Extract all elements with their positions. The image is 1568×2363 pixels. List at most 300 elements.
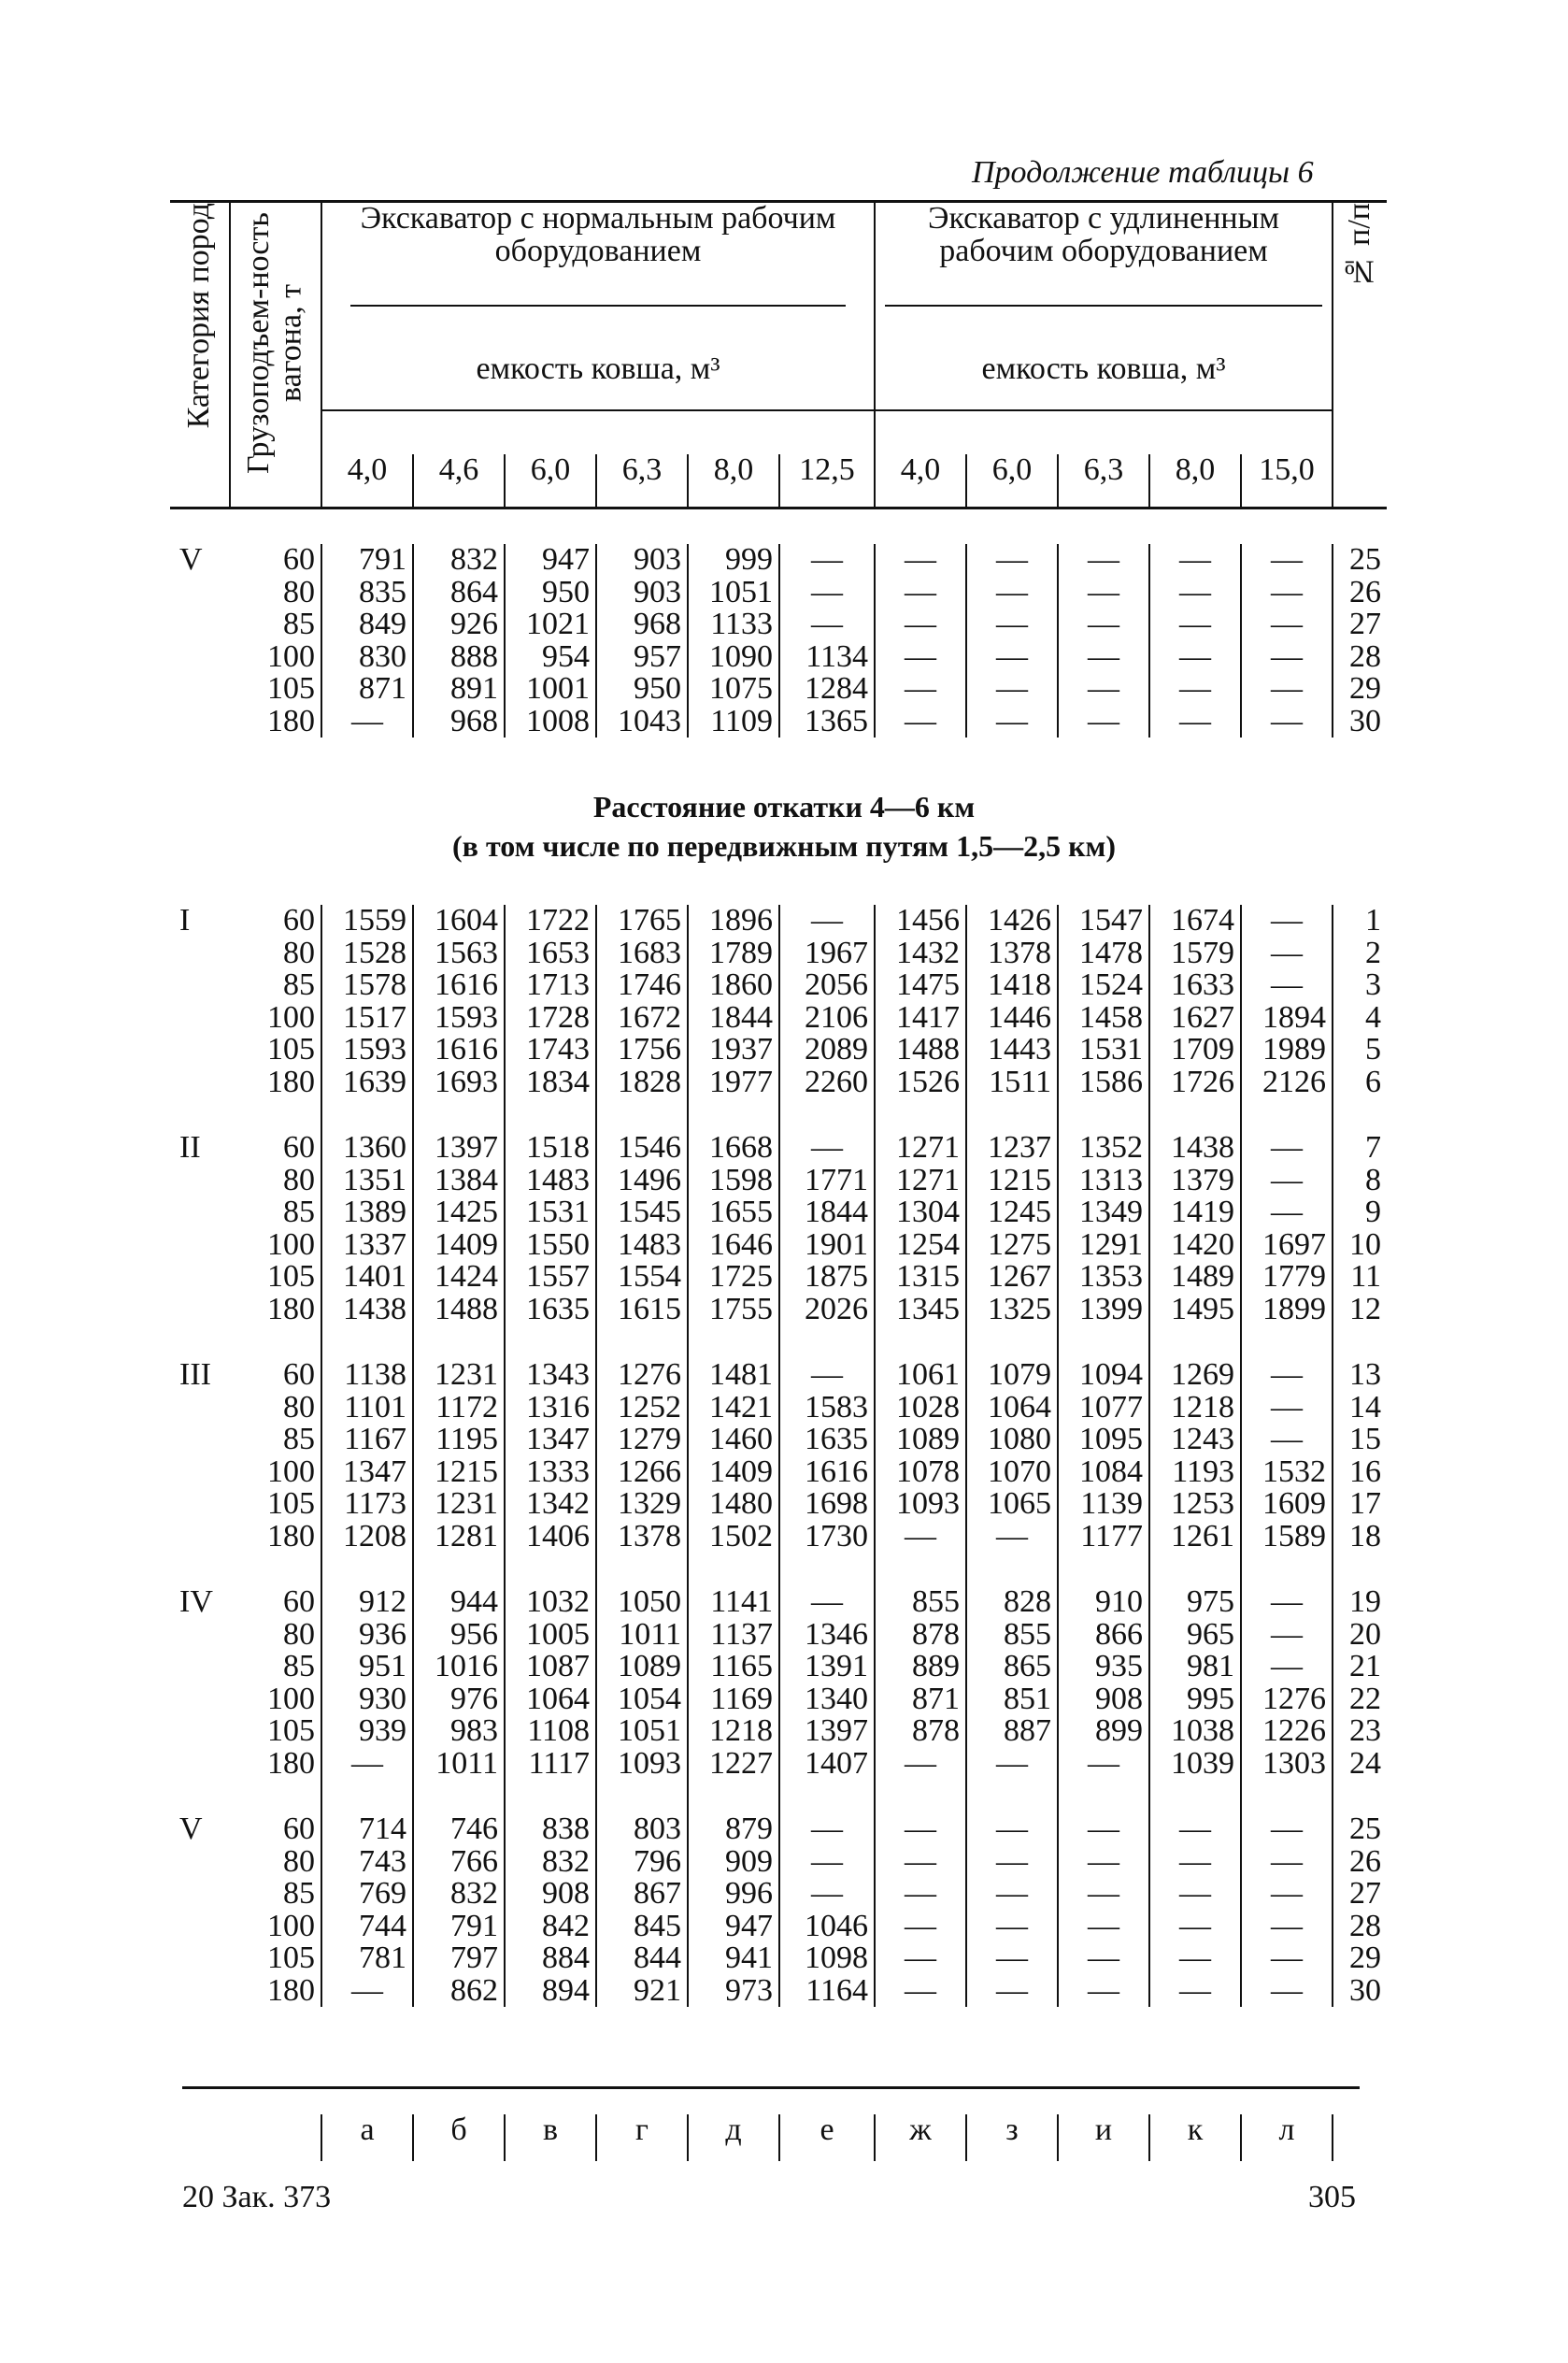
value-cell: 842 [505, 1911, 596, 1943]
value-cell: 1032 [505, 1586, 596, 1619]
value-cell: 1054 [596, 1683, 688, 1716]
value-cell: 746 [413, 1813, 505, 1846]
value-cell: — [779, 1359, 875, 1392]
value-cell: — [1241, 1942, 1333, 1975]
value-cell: 1860 [688, 969, 779, 1002]
value-cell: 1215 [413, 1456, 505, 1489]
value-cell: 1137 [688, 1619, 779, 1652]
capacity-cell: 105 [230, 1942, 321, 1975]
value-cell: 1089 [875, 1424, 966, 1456]
value-cell: 1559 [321, 905, 413, 938]
value-cell: 1420 [1149, 1229, 1241, 1262]
capacity-cell: 180 [230, 1067, 321, 1099]
bucket-normal-5: 12,5 [779, 454, 875, 508]
column-letter: л [1241, 2114, 1333, 2161]
value-cell: — [875, 1748, 966, 1781]
value-cell: — [966, 609, 1058, 641]
value-cell: 1252 [596, 1392, 688, 1425]
value-cell: 983 [413, 1715, 505, 1748]
row-number-cell: 18 [1349, 1518, 1381, 1554]
table-row [170, 1034, 1387, 1067]
value-cell: — [1241, 1359, 1333, 1392]
value-cell: 1271 [875, 1132, 966, 1165]
value-cell: 1349 [1058, 1196, 1149, 1229]
category-cell [170, 1456, 230, 1489]
value-cell: — [1149, 1975, 1241, 2008]
value-cell: — [1149, 706, 1241, 738]
value-cell: 1646 [688, 1229, 779, 1262]
table-row [170, 1488, 1387, 1521]
column-letter: д [688, 2114, 779, 2161]
value-cell: 1333 [505, 1456, 596, 1489]
value-cell: 888 [413, 641, 505, 674]
value-cell: — [1149, 577, 1241, 609]
table-row [170, 641, 1387, 674]
value-cell: 1635 [779, 1424, 875, 1456]
section-subtitle: (в том числе по передвижным путям 1,5—2,5 км) [452, 829, 1116, 863]
category-cell: V [179, 1812, 203, 1846]
category-cell [170, 1748, 230, 1781]
value-cell: 1844 [688, 1002, 779, 1035]
value-cell: 871 [321, 673, 413, 706]
header-bucket-normal: емкость ковша, м³ [321, 344, 875, 454]
value-cell: — [1241, 577, 1333, 609]
table-row [170, 1715, 1387, 1748]
value-cell: 975 [1149, 1586, 1241, 1619]
value-cell: 1627 [1149, 1002, 1241, 1035]
bucket-normal-1: 4,6 [413, 454, 505, 508]
value-cell: 1167 [321, 1424, 413, 1456]
value-cell: 947 [688, 1911, 779, 1943]
value-cell: 1254 [875, 1229, 966, 1262]
value-cell: 1489 [1149, 1261, 1241, 1294]
value-cell: 1226 [1241, 1715, 1333, 1748]
value-cell: 879 [688, 1813, 779, 1846]
category-cell: II [179, 1130, 201, 1165]
value-cell: — [1241, 1586, 1333, 1619]
capacity-cell: 80 [230, 938, 321, 970]
value-cell: — [1241, 544, 1333, 577]
value-cell: — [966, 1942, 1058, 1975]
category-cell [170, 1261, 230, 1294]
value-cell: 1583 [779, 1392, 875, 1425]
value-cell: 1545 [596, 1196, 688, 1229]
value-cell: — [875, 1878, 966, 1911]
value-cell: — [779, 1813, 875, 1846]
value-cell: 912 [321, 1586, 413, 1619]
value-cell: 2056 [779, 969, 875, 1002]
value-cell: — [966, 706, 1058, 738]
row-number-cell: 25 [1349, 1812, 1381, 1846]
capacity-cell: 180 [230, 1975, 321, 2008]
value-cell: 903 [596, 544, 688, 577]
value-cell: 1531 [505, 1196, 596, 1229]
category-cell: IV [179, 1584, 213, 1619]
value-cell: 1771 [779, 1165, 875, 1197]
row-number-cell: 21 [1349, 1649, 1381, 1683]
value-cell: 976 [413, 1683, 505, 1716]
value-cell: 950 [596, 673, 688, 706]
value-cell: — [779, 577, 875, 609]
value-cell: 1365 [779, 706, 875, 738]
value-cell: 1409 [688, 1456, 779, 1489]
category-cell [170, 1488, 230, 1521]
value-cell: 1616 [779, 1456, 875, 1489]
value-cell: 899 [1058, 1715, 1149, 1748]
value-cell: 1443 [966, 1034, 1058, 1067]
value-cell: 1546 [596, 1132, 688, 1165]
value-cell: 1080 [966, 1424, 1058, 1456]
value-cell: 1579 [1149, 938, 1241, 970]
category-cell [170, 1619, 230, 1652]
value-cell: 1550 [505, 1229, 596, 1262]
value-cell: 830 [321, 641, 413, 674]
value-cell: — [1149, 1813, 1241, 1846]
column-letter: е [779, 2114, 875, 2161]
value-cell: 1064 [966, 1392, 1058, 1425]
value-cell: — [966, 1521, 1058, 1554]
value-cell: — [966, 1911, 1058, 1943]
capacity-cell: 85 [230, 1878, 321, 1911]
value-cell: — [1058, 544, 1149, 577]
table-row [170, 1392, 1387, 1425]
value-cell: 908 [505, 1878, 596, 1911]
value-cell: 939 [321, 1715, 413, 1748]
value-cell: 1046 [779, 1911, 875, 1943]
column-letter: в [505, 2114, 596, 2161]
value-cell: — [1241, 673, 1333, 706]
value-cell: 1713 [505, 969, 596, 1002]
value-cell: 1050 [596, 1586, 688, 1619]
capacity-cell: 100 [230, 641, 321, 674]
value-cell: 1061 [875, 1359, 966, 1392]
table-row [170, 1132, 1387, 1165]
value-cell: 1668 [688, 1132, 779, 1165]
value-cell: 1755 [688, 1294, 779, 1326]
value-cell: — [1241, 641, 1333, 674]
category-cell [170, 577, 230, 609]
value-cell: — [875, 1521, 966, 1554]
value-cell: — [779, 544, 875, 577]
value-cell: 1313 [1058, 1165, 1149, 1197]
value-cell: 1089 [596, 1651, 688, 1683]
value-cell: 766 [413, 1846, 505, 1879]
value-cell: 935 [1058, 1651, 1149, 1683]
value-cell: 1578 [321, 969, 413, 1002]
value-cell: 1478 [1058, 938, 1149, 970]
value-cell: 936 [321, 1619, 413, 1652]
category-cell [170, 1424, 230, 1456]
table-row [170, 1521, 1387, 1554]
value-cell: 884 [505, 1942, 596, 1975]
value-cell: 1064 [505, 1683, 596, 1716]
value-cell: 1266 [596, 1456, 688, 1489]
value-cell: 1077 [1058, 1392, 1149, 1425]
value-cell: 855 [875, 1586, 966, 1619]
value-cell: 865 [966, 1651, 1058, 1683]
row-number-cell: 19 [1349, 1584, 1381, 1619]
row-number-cell: 29 [1349, 671, 1381, 706]
value-cell: 996 [688, 1878, 779, 1911]
value-cell: 1342 [505, 1488, 596, 1521]
value-cell: — [966, 641, 1058, 674]
value-cell: 1353 [1058, 1261, 1149, 1294]
value-cell: 1164 [779, 1975, 875, 2008]
value-cell: 1329 [596, 1488, 688, 1521]
capacity-cell: 100 [230, 1911, 321, 1943]
value-cell: — [875, 641, 966, 674]
value-cell: 1245 [966, 1196, 1058, 1229]
value-cell: 1231 [413, 1488, 505, 1521]
value-cell: 743 [321, 1846, 413, 1879]
row-number-cell: 22 [1349, 1681, 1381, 1716]
value-cell: 1345 [875, 1294, 966, 1326]
value-cell: 1139 [1058, 1488, 1149, 1521]
value-cell: 1389 [321, 1196, 413, 1229]
value-cell: 1593 [321, 1034, 413, 1067]
value-cell: 832 [413, 1878, 505, 1911]
value-cell: 1218 [688, 1715, 779, 1748]
value-cell: — [1241, 1878, 1333, 1911]
capacity-cell: 105 [230, 1715, 321, 1748]
value-cell: 973 [688, 1975, 779, 2008]
column-letter: б [413, 2114, 505, 2161]
header-capacity: Грузоподъем-ность вагона, т [230, 202, 321, 508]
row-number-cell: 13 [1349, 1357, 1381, 1392]
category-cell: III [179, 1357, 211, 1392]
value-cell: 1093 [875, 1488, 966, 1521]
value-cell: 910 [1058, 1586, 1149, 1619]
value-cell: — [779, 609, 875, 641]
value-cell: 1021 [505, 609, 596, 641]
value-cell: 1304 [875, 1196, 966, 1229]
value-cell: — [1241, 1424, 1333, 1456]
value-cell: 903 [596, 577, 688, 609]
value-cell: 2106 [779, 1002, 875, 1035]
row-number-cell: 30 [1349, 703, 1381, 738]
value-cell: 1526 [875, 1067, 966, 1099]
bucket-extended-4: 15,0 [1241, 454, 1333, 508]
value-cell: 1275 [966, 1229, 1058, 1262]
table-bottom-rule [182, 2086, 1360, 2089]
value-cell: — [1241, 1196, 1333, 1229]
value-cell: 1177 [1058, 1521, 1149, 1554]
value-cell: 1134 [779, 641, 875, 674]
value-cell: 828 [966, 1586, 1058, 1619]
value-cell: 1172 [413, 1392, 505, 1425]
row-number-cell: 25 [1349, 542, 1381, 577]
value-cell: 838 [505, 1813, 596, 1846]
value-cell: — [966, 1748, 1058, 1781]
value-cell: 1639 [321, 1067, 413, 1099]
row-number-cell: 16 [1349, 1454, 1381, 1489]
value-cell: — [1058, 1911, 1149, 1943]
value-cell: — [1058, 641, 1149, 674]
value-cell: 878 [875, 1619, 966, 1652]
value-cell: 797 [413, 1942, 505, 1975]
value-cell: 1165 [688, 1651, 779, 1683]
value-cell: 1269 [1149, 1359, 1241, 1392]
value-cell: 1276 [596, 1359, 688, 1392]
value-cell: — [1149, 1942, 1241, 1975]
value-cell: — [966, 577, 1058, 609]
value-cell: 965 [1149, 1619, 1241, 1652]
column-letter: г [596, 2114, 688, 2161]
value-cell: 1378 [966, 938, 1058, 970]
table-row [170, 1229, 1387, 1262]
value-cell: — [1058, 1846, 1149, 1879]
value-cell: 1133 [688, 609, 779, 641]
value-cell: 1438 [1149, 1132, 1241, 1165]
column-letter: а [321, 2114, 413, 2161]
category-cell [170, 938, 230, 970]
value-cell: 1351 [321, 1165, 413, 1197]
value-cell: 1779 [1241, 1261, 1333, 1294]
table-main-section [170, 905, 1387, 2007]
value-cell: 1279 [596, 1424, 688, 1456]
value-cell: 1340 [779, 1683, 875, 1716]
capacity-cell: 80 [230, 1165, 321, 1197]
value-cell: — [1058, 1942, 1149, 1975]
value-cell: — [321, 1975, 413, 2008]
table-row [170, 1359, 1387, 1392]
capacity-cell: 105 [230, 1488, 321, 1521]
table-row [170, 1878, 1387, 1911]
value-cell: 1683 [596, 938, 688, 970]
value-cell: 1084 [1058, 1456, 1149, 1489]
value-cell: 832 [505, 1846, 596, 1879]
value-cell: 1563 [413, 938, 505, 970]
bucket-extended-1: 6,0 [966, 454, 1058, 508]
table-row [170, 706, 1387, 738]
category-cell [170, 1392, 230, 1425]
value-cell: 1672 [596, 1002, 688, 1035]
value-cell: 2260 [779, 1067, 875, 1099]
bucket-extended-2: 6,3 [1058, 454, 1149, 508]
category-cell [170, 1846, 230, 1879]
value-cell: 1418 [966, 969, 1058, 1002]
column-letter: ж [875, 2114, 966, 2161]
value-cell: 1532 [1241, 1456, 1333, 1489]
capacity-cell: 100 [230, 1683, 321, 1716]
value-cell: 1379 [1149, 1165, 1241, 1197]
value-cell: — [1241, 1165, 1333, 1197]
row-number-cell: 1 [1365, 903, 1381, 938]
value-cell: — [1058, 609, 1149, 641]
value-cell: 995 [1149, 1683, 1241, 1716]
value-cell: 1697 [1241, 1229, 1333, 1262]
capacity-cell: 80 [230, 577, 321, 609]
value-cell: 1557 [505, 1261, 596, 1294]
value-cell: — [1241, 1846, 1333, 1879]
value-cell: — [1241, 1132, 1333, 1165]
category-cell [170, 1294, 230, 1326]
row-number-cell: 9 [1365, 1195, 1381, 1229]
header-group-normal: Экскаватор с нормальным рабочим оборудованием [321, 202, 875, 345]
value-cell: 999 [688, 544, 779, 577]
value-cell: 930 [321, 1683, 413, 1716]
value-cell: 1093 [596, 1748, 688, 1781]
value-cell: 1360 [321, 1132, 413, 1165]
capacity-cell: 60 [230, 1813, 321, 1846]
value-cell: 1517 [321, 1002, 413, 1035]
value-cell: 1417 [875, 1002, 966, 1035]
value-cell: 1316 [505, 1392, 596, 1425]
value-cell: 1604 [413, 905, 505, 938]
value-cell: 956 [413, 1619, 505, 1652]
value-cell: 1378 [596, 1521, 688, 1554]
value-cell: 1008 [505, 706, 596, 738]
capacity-cell: 180 [230, 706, 321, 738]
value-cell: — [1058, 706, 1149, 738]
value-cell: 951 [321, 1651, 413, 1683]
value-cell: — [1058, 1975, 1149, 2008]
capacity-cell: 100 [230, 1002, 321, 1035]
bucket-normal-4: 8,0 [688, 454, 779, 508]
capacity-cell: 80 [230, 1846, 321, 1879]
value-cell: 889 [875, 1651, 966, 1683]
value-cell: — [1241, 1619, 1333, 1652]
value-cell: 803 [596, 1813, 688, 1846]
continuation-caption: Продолжение таблицы 6 [972, 155, 1314, 190]
value-cell: 1728 [505, 1002, 596, 1035]
header-category: Категория пород [170, 202, 230, 508]
capacity-cell: 105 [230, 1034, 321, 1067]
row-number-cell: 27 [1349, 607, 1381, 641]
row-number-cell: 28 [1349, 638, 1381, 674]
value-cell: — [875, 577, 966, 609]
section-title: Расстояние откатки 4—6 км [592, 790, 976, 823]
capacity-cell: 85 [230, 1196, 321, 1229]
row-number-cell: 10 [1349, 1226, 1381, 1262]
value-cell: 1481 [688, 1359, 779, 1392]
value-cell: — [779, 1846, 875, 1879]
value-cell: 891 [413, 673, 505, 706]
value-cell: — [966, 1878, 1058, 1911]
value-cell: 1075 [688, 673, 779, 706]
capacity-cell: 60 [230, 544, 321, 577]
capacity-cell: 85 [230, 1651, 321, 1683]
value-cell: 1352 [1058, 1132, 1149, 1165]
value-cell: 1789 [688, 938, 779, 970]
value-cell: 1518 [505, 1132, 596, 1165]
value-cell: — [1058, 673, 1149, 706]
value-cell: 1502 [688, 1521, 779, 1554]
value-cell: 1483 [596, 1229, 688, 1262]
value-cell: 871 [875, 1683, 966, 1716]
row-number-cell: 15 [1349, 1422, 1381, 1456]
table-header [170, 200, 1387, 509]
value-cell: 1011 [413, 1748, 505, 1781]
value-cell: 1315 [875, 1261, 966, 1294]
category-cell [170, 1911, 230, 1943]
value-cell: 1109 [688, 706, 779, 738]
value-cell: 1432 [875, 938, 966, 970]
table-row [170, 1942, 1387, 1975]
value-cell: 1725 [688, 1261, 779, 1294]
table-row [170, 1651, 1387, 1683]
value-cell: 981 [1149, 1651, 1241, 1683]
category-cell [170, 706, 230, 738]
value-cell: 1271 [875, 1165, 966, 1197]
value-cell: 954 [505, 641, 596, 674]
value-cell: — [875, 1975, 966, 2008]
value-cell: 862 [413, 1975, 505, 2008]
value-cell: 1456 [875, 905, 966, 938]
value-cell: 944 [413, 1586, 505, 1619]
value-cell: 1078 [875, 1456, 966, 1489]
value-cell: 1173 [321, 1488, 413, 1521]
